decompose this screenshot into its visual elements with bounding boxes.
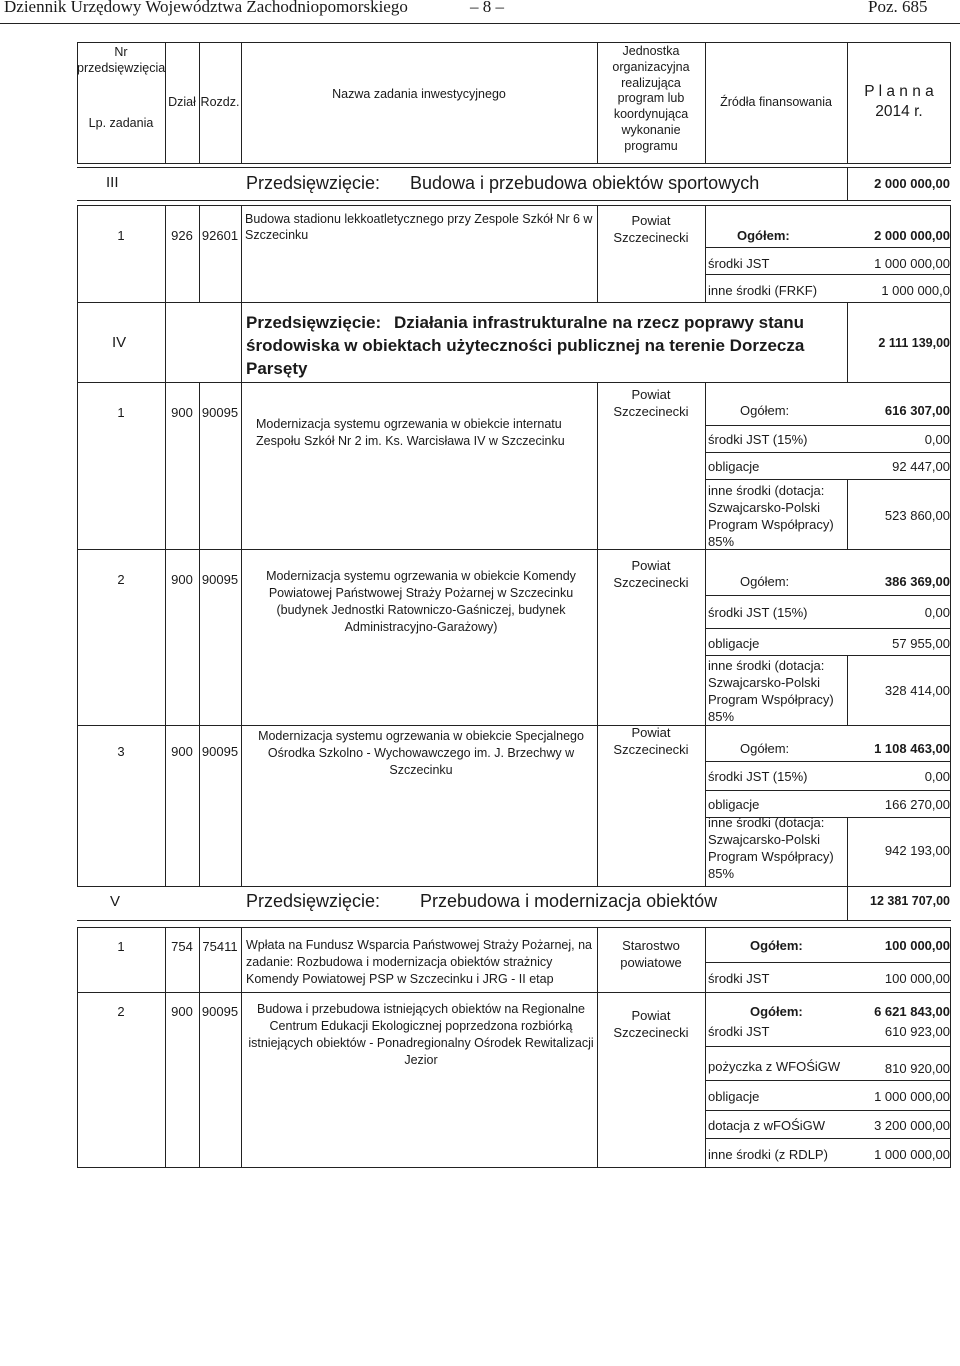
grid-line [165,382,166,886]
funding-label: obligacje [708,459,760,474]
task-lp: 3 [117,744,125,759]
funding-label: Ogółem: [740,741,790,756]
grid-line [705,628,951,629]
task-rozdz: 90095 [201,572,239,587]
header-plan: P l a n n a [864,83,934,100]
grid-line [705,927,706,1167]
funding-label: środki JST (15%) [708,605,808,620]
grid-line [199,382,200,886]
funding-value: 0,00 [924,769,950,784]
funding-label: inne środki (dotacja: Szwajcarsko-Polski Program Współpracy) 85% [708,483,834,549]
funding-value: 942 193,00 [884,843,950,858]
task-dzial: 900 [171,405,193,420]
grid-line [241,42,242,163]
section-label: Przedsięwzięcie: [246,313,382,332]
header-plan-year: 2014 r. [875,103,923,120]
funding-value: 328 414,00 [884,683,950,698]
section-roman: V [110,893,121,910]
funding-label: środki JST [708,256,770,271]
grid-line [77,382,78,886]
section-total: 2 111 139,00 [878,336,950,350]
task-name: Modernizacja systemu ogrzewania w obiekcie Specjalnego Ośrodka Szkolno - Wychowawczego im. J. Brzechwy w Szczecinku [258,729,584,777]
grid-line [77,1167,951,1168]
funding-value: 100 000,00 [884,971,950,986]
header-unit: Jednostka organizacyjna realizująca program lub koordynująca wykonanie programu [612,44,690,153]
grid-line [77,200,951,201]
grid-line [77,920,951,921]
funding-value: 92 447,00 [892,459,950,474]
task-name: Modernizacja systemu ogrzewania w obiekcie internatu Zespołu Szkół Nr 2 im. Ks. Warcisława IV w Szczecinku [256,417,565,448]
task-unit: Powiat Szczecinecki [613,387,689,419]
section-label: Przedsięwzięcie: [246,891,381,911]
funding-label: Ogółem: [737,228,790,243]
funding-label: środki JST [708,1024,770,1039]
grid-line [77,167,951,168]
grid-line [241,927,242,1167]
grid-line [241,205,242,302]
grid-line [241,302,242,382]
header-rozdz: Rozdz. [200,95,240,109]
header-rule [0,23,960,24]
task-name: Budowa i przebudowa istniejących obiektów na Regionalne Centrum Edukacji Ekologicznej poprzedzona rozbiórką istniejących obiektów - Ponadregionalny Ośrodek Rewitalizacji Jezior [248,1002,594,1067]
funding-label: dotacja z wFOŚiGW [708,1118,826,1133]
task-lp: 1 [117,228,125,243]
funding-label: Ogółem: [750,938,803,953]
funding-value: 1 000 000,0 [881,283,950,298]
funding-value: 2 000 000,00 [874,228,950,243]
grid-line [77,205,951,206]
grid-line [77,927,78,1167]
grid-line [705,247,951,248]
grid-line [705,274,951,275]
funding-value: 616 307,00 [884,403,950,418]
grid-line [597,205,598,302]
grid-line [705,1046,951,1047]
funding-label: Ogółem: [740,403,790,418]
funding-label: inne środki (z RDLP) [708,1147,828,1162]
funding-value: 1 000 000,00 [874,256,950,271]
grid-line [77,302,78,382]
funding-value: 1 108 463,00 [874,741,950,756]
funding-label: inne środki (FRKF) [708,283,818,298]
grid-line [165,205,166,302]
section-total: 12 381 707,00 [870,894,950,908]
task-unit: Starostwo powiatowe [620,938,682,970]
grid-line [705,382,706,886]
funding-value: 0,00 [924,432,950,447]
section-roman: IV [112,334,127,351]
grid-line [77,382,951,383]
grid-line [77,42,951,43]
grid-line [705,595,951,596]
grid-line [705,479,951,480]
position-number: Poz. 685 [868,0,928,16]
funding-value: 57 955,00 [892,636,950,651]
grid-line [77,992,951,993]
grid-line [241,382,242,886]
grid-line [77,886,951,887]
funding-label: inne środki (dotacja: Szwajcarsko-Polski Program Współpracy) 85% [708,815,834,881]
task-unit: Powiat Szczecinecki [613,1008,689,1040]
header-dzial: Dział [168,95,196,109]
grid-line [705,205,706,302]
grid-line [705,962,951,963]
funding-value: 1 000 000,00 [874,1147,950,1162]
funding-label: inne środki (dotacja: Szwajcarsko-Polski Program Współpracy) 85% [708,658,834,724]
task-lp: 2 [117,572,125,587]
task-name: Wpłata na Fundusz Wsparcia Państwowej Straży Pożarnej, na zadanie: Rozbudowa i modernizacja obiektów strażnicy Komendy Powiatowej PSP w Szczecinku i JRG - II etap [246,938,592,986]
grid-line [165,927,166,1167]
funding-value: 610 923,00 [884,1024,950,1039]
section-total: 2 000 000,00 [874,176,950,191]
task-dzial: 754 [171,939,193,954]
grid-line [705,761,951,762]
task-lp: 1 [117,939,125,954]
task-rozdz: 90095 [201,1004,239,1019]
header-task-name: Nazwa zadania inwestycyjnego [332,87,506,101]
funding-value: 6 621 843,00 [874,1004,950,1019]
task-lp: 1 [117,405,125,420]
grid-line [77,163,951,164]
funding-label: środki JST [708,971,770,986]
header-sources: Źródła finansowania [720,95,832,109]
funding-value: 386 369,00 [884,574,950,589]
task-unit: Powiat Szczecinecki [613,558,689,590]
journal-title: Dziennik Urzędowy Województwa Zachodniopomorskiego [4,0,408,16]
task-dzial: 926 [171,228,193,243]
funding-value: 523 860,00 [884,508,950,523]
funding-label: obligacje [708,797,760,812]
grid-line [950,927,951,1167]
grid-line [77,205,78,302]
task-dzial: 900 [171,1004,193,1019]
task-rozdz: 90095 [201,744,239,759]
funding-value: 810 920,00 [884,1061,950,1076]
task-rozdz: 75411 [202,939,238,954]
funding-label: obligacje [708,636,760,651]
grid-line [77,927,951,928]
header-nr-przedsiewziecia: przedsięwzięcia [77,61,166,75]
funding-value: 1 000 000,00 [874,1089,950,1104]
grid-line [77,302,951,303]
grid-line [705,1110,951,1111]
section-title: Przebudowa i modernizacja obiektów [420,891,718,911]
grid-line [950,382,951,886]
grid-line [950,205,951,302]
grid-line [705,655,951,656]
header-nr: Nr [114,45,128,59]
task-lp: 2 [117,1004,125,1019]
header-lp: Lp. zadania [88,116,154,130]
funding-label: środki JST (15%) [708,432,808,447]
grid-line [705,452,951,453]
grid-line [705,790,951,791]
funding-label: obligacje [708,1089,760,1104]
task-rozdz: 90095 [201,405,239,420]
grid-line [597,382,598,886]
funding-value: 3 200 000,00 [874,1118,950,1133]
funding-value: 166 270,00 [884,797,950,812]
task-unit: Powiat Szczecinecki [613,213,689,245]
funding-label: Ogółem: [750,1004,803,1019]
page-number: – 8 – [470,0,504,16]
task-dzial: 900 [171,572,193,587]
task-unit: Powiat Szczecinecki [613,725,689,757]
grid-line [165,302,166,382]
funding-label: Ogółem: [740,574,790,589]
funding-label: pożyczka z WFOŚiGW [708,1059,841,1074]
grid-line [950,302,951,382]
section-title: Budowa i przebudowa obiektów sportowych [410,173,760,193]
grid-line [77,725,951,726]
grid-line [597,42,598,163]
section-label: Przedsięwzięcie: [246,173,381,193]
task-name: Modernizacja systemu ogrzewania w obiekcie Komendy Powiatowej Państwowej Straży Pożarnej w Szczecinku (budynek Jednostki Ratowniczo-Gaśniczej, budynek Administracyjno-Garażowy) [266,569,576,634]
funding-value: 0,00 [924,605,950,620]
section-roman: III [106,174,119,191]
task-rozdz: 92601 [201,228,239,243]
grid-line [199,205,200,302]
funding-label: środki JST (15%) [708,769,808,784]
grid-line [705,1080,951,1081]
grid-line [199,927,200,1167]
grid-line [705,1138,951,1139]
grid-line [597,927,598,1167]
task-dzial: 900 [171,744,193,759]
funding-value: 100 000,00 [884,938,950,953]
section-title: Działania infrastrukturalne na rzecz poprawy stanu środowiska w obiektach użyteczności publicznej na terenie Dorzecza Parsęty [246,313,805,378]
grid-line [705,425,951,426]
task-name: Budowa stadionu lekkoatletycznego przy Zespole Szkół Nr 6 w Szczecinku [245,212,593,242]
